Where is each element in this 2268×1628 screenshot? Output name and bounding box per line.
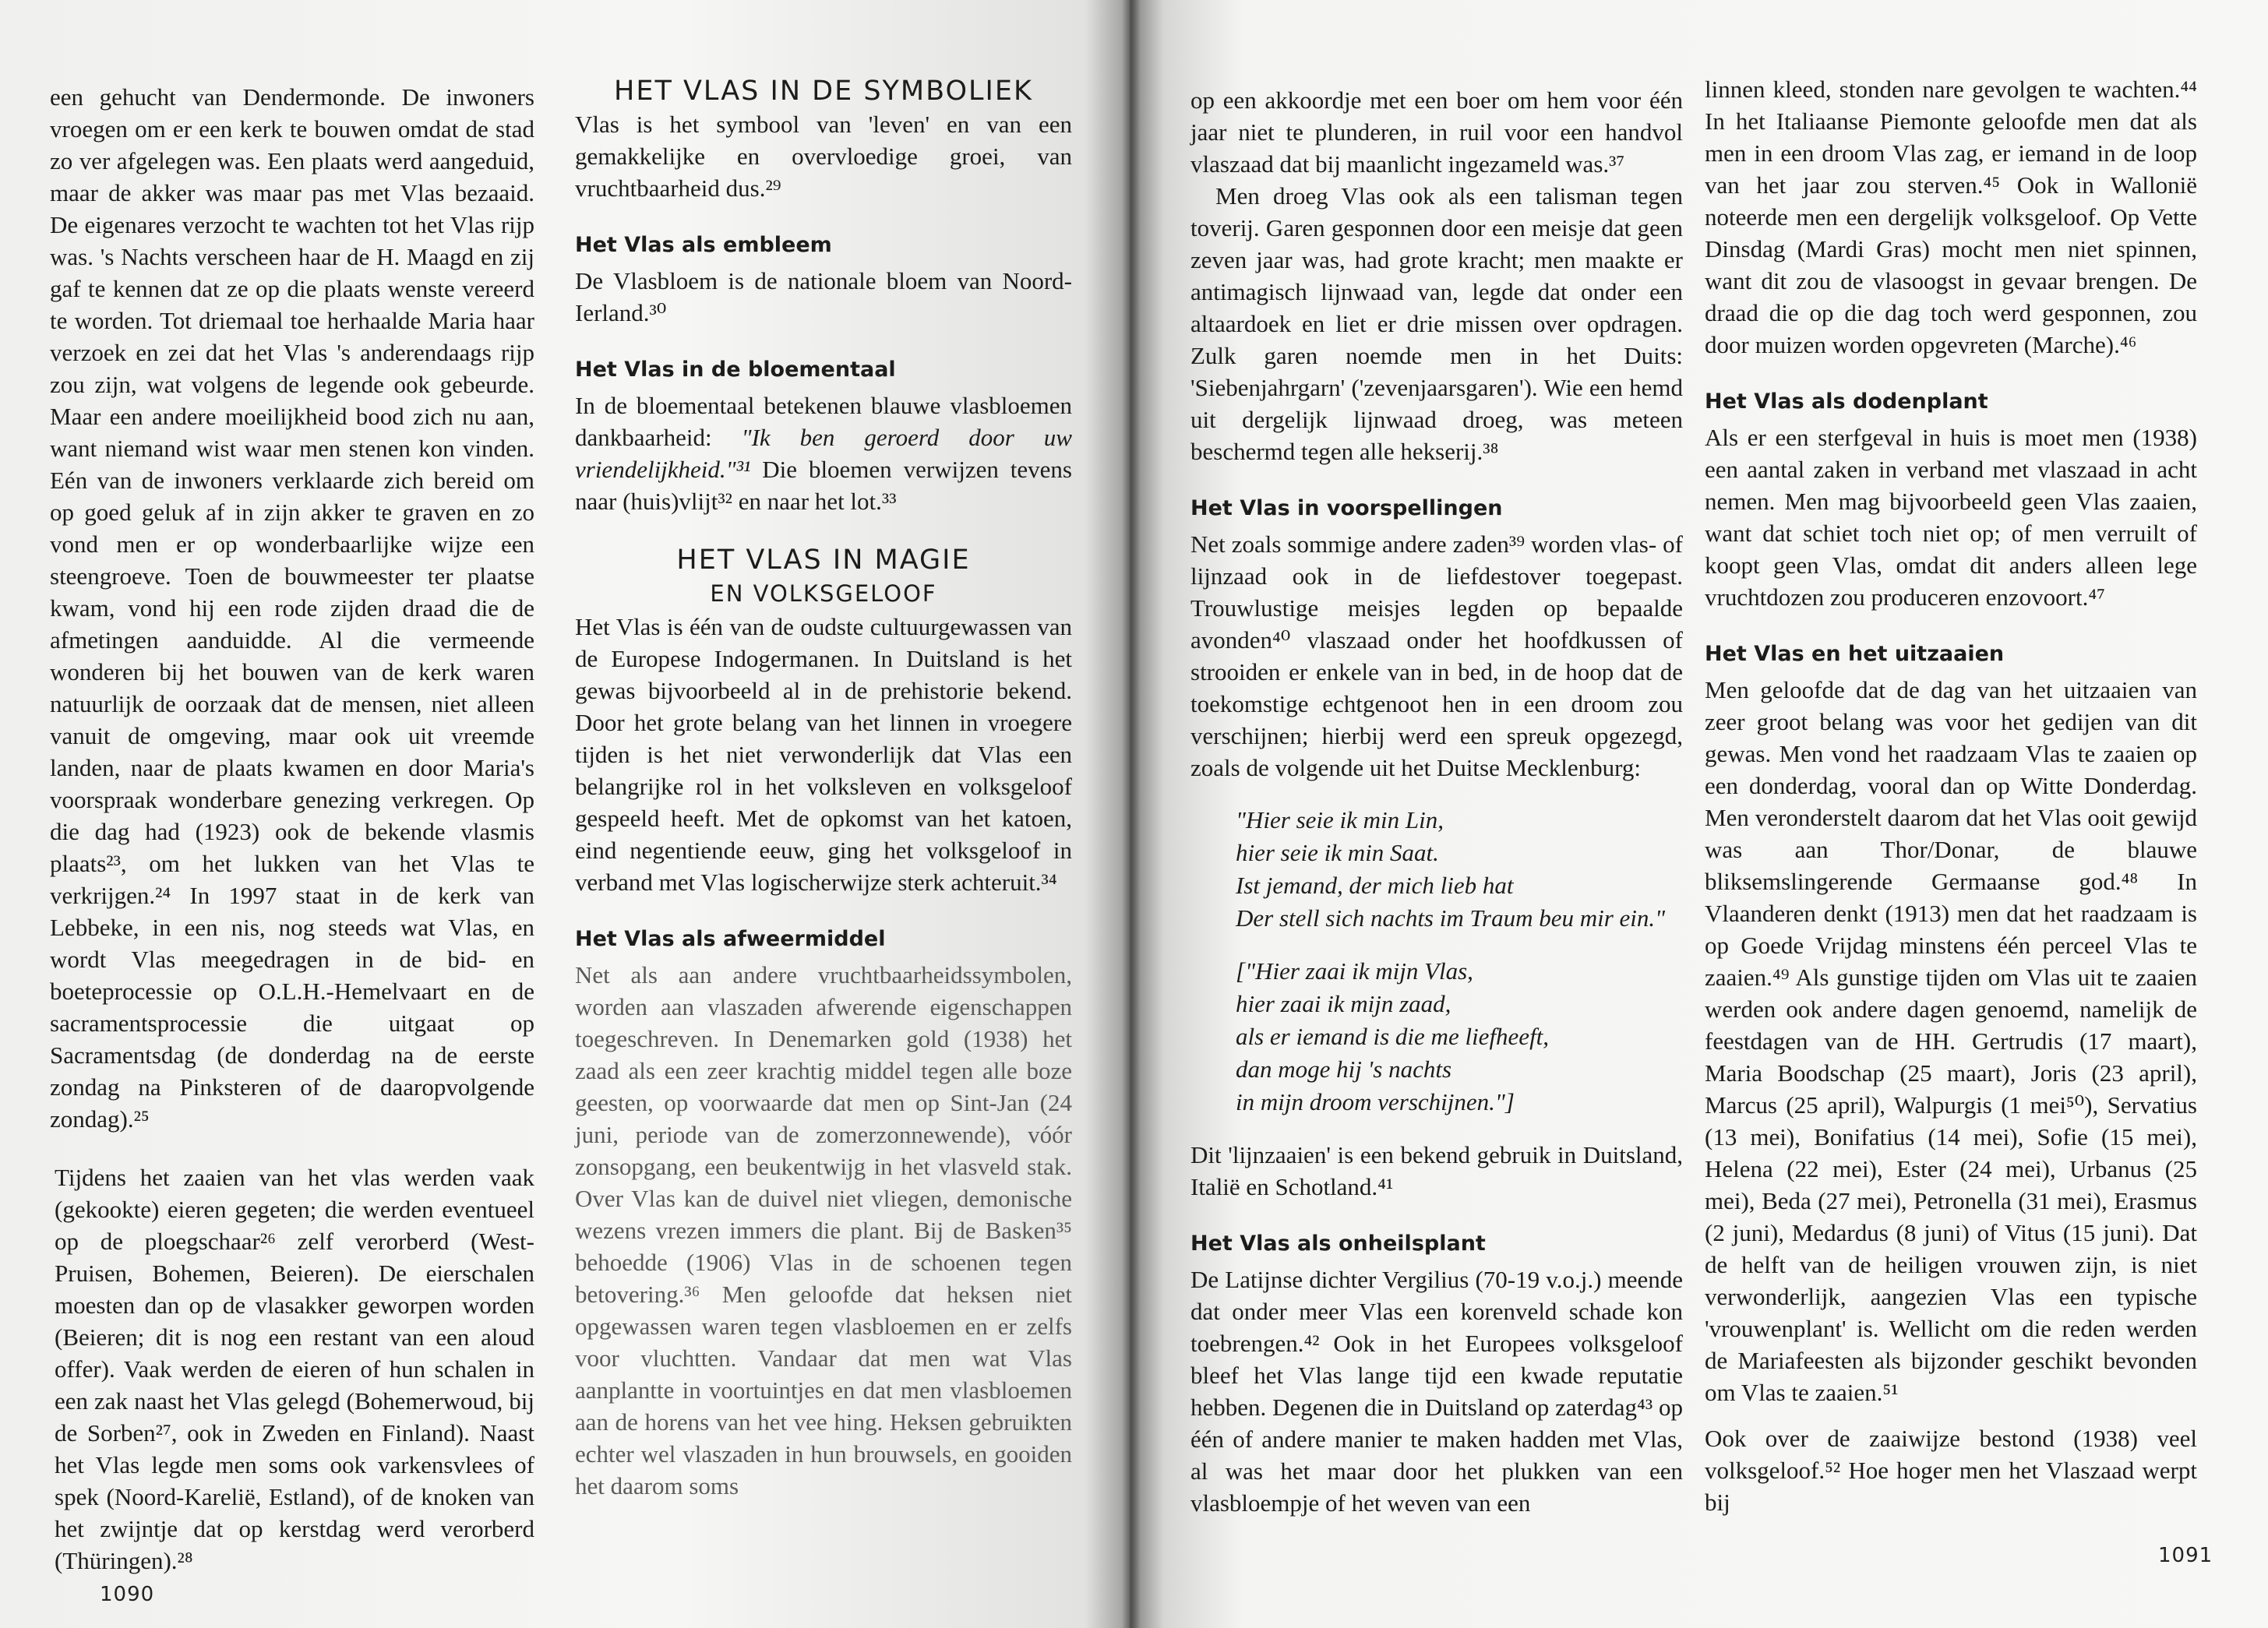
paragraph-zaaiwijze: Ook over de zaaiwijze bestond (1938) veel volksgeloof.⁵² Hoe hoger men het Vlaszaad werpt bij <box>1705 1425 2197 1516</box>
right-column-2 <box>1705 73 2197 1518</box>
bloementaal-text-b: Die bloemen verwijzen tevens naar (huis)vlijt³² en naar het lot.³³ <box>575 456 1072 515</box>
quote-dutch-line: in mijn droom verschijnen."] <box>1236 1088 1515 1115</box>
quote-german-line: Ist jemand, der mich lieb hat <box>1236 872 1514 899</box>
paragraph-embleem: De Vlasbloem is de nationale bloem van Noord-Ierland.³⁰ <box>575 267 1072 326</box>
paragraph-akkoordje: op een akkoordje met een boer om hem voor één jaar niet te plunderen, in ruil voor een handvol vlaszaad dat bij maanlicht ingezameld was.³⁷ <box>1190 86 1683 178</box>
section-heading-voorspellingen: Het Vlas in voorspellingen <box>1190 496 1503 520</box>
book-gutter <box>1122 0 1141 1628</box>
chapter-heading-magie-line2: EN VOLKSGELOOF <box>710 580 937 607</box>
quote-dutch-line: dan moge hij 's nachts <box>1236 1055 1452 1083</box>
paragraph-magie: Het Vlas is één van de oudste cultuurgewassen van de Europese Indogermanen. In Duitsland is het gewas bijvoorbeeld al in de prehistorie bekend. Door het grote belang van het linnen in vroegere tijden is het niet verwonderlijk dat Vlas een belangrijke rol in het volksleven en volksgeloof gespeeld heeft. Met de opkomst van het katoen, eind negentiende eeuw, ging het volksgeloof in verband met Vlas logischerwijze sterk achteruit.³⁴ <box>575 613 1072 896</box>
left-column-1 <box>50 81 534 1577</box>
page-number-left: 1090 <box>100 1583 155 1606</box>
paragraph-talisman: Men droeg Vlas ook als een talisman tegen toverij. Garen gesponnen door een meisje dat geen zeven jaar was, had grote kracht; men maakte er antimagisch lijnwaad van, legde dat onder een altaardoek en liet er drie missen over opdragen. Zulk garen noemde men in het Duits: 'Siebenjahrgarn' ('zevenjaarsgaren'). Wie een hemd uit dergelijk lijnwaad droeg, was meteen beschermd tegen alle hekserij.³⁸ <box>1190 182 1683 465</box>
quote-dutch-line: hier zaai ik mijn zaad, <box>1236 990 1451 1017</box>
quote-german-line: "Hier seie ik min Lin, <box>1236 806 1444 833</box>
quote-dutch-line: als er iemand is die me liefheeft, <box>1236 1023 1550 1050</box>
paragraph-linnen-kleed: linnen kleed, stonden nare gevolgen te wachten.⁴⁴ In het Italiaanse Piemonte geloofde men dat als men in een droom Vlas zag, er iemand in de loop van het jaar zou sterven.⁴⁵ Ook in Wallonië noteerde men een dergelijk volksgeloof. Op Vette Dinsdag (Mardi Gras) mocht men niet spinnen, want dit zou de vlasoogst in gevaar brengen. De draad die op die dag toch werd gesponnen, zou door muizen worden opgevreten (Marche).⁴⁶ <box>1705 76 2197 358</box>
paragraph-voorspellingen: Net zoals sommige andere zaden³⁹ worden vlas- of lijnzaad ook in de liefdestover toegepast. Trouwlustige meisjes legden op bepaalde avonden⁴⁰ vlaszaad onder het hoofdkussen of strooiden er enkele van in bed, in de hoop dat de toekomstige echtgenoot hen in een droom zou verschijnen; hierbij werd een spreuk opgezegd, zoals de volgende uit het Duitse Mecklenburg: <box>1190 530 1683 781</box>
left-column-2 <box>575 75 1072 1502</box>
chapter-heading-magie <box>575 544 1072 611</box>
paragraph-bloementaal <box>575 389 1072 517</box>
chapter-heading-symboliek: HET VLAS IN DE SYMBOLIEK <box>614 76 1033 107</box>
quote-german-line: hier seie ik min Saat. <box>1236 839 1439 866</box>
paragraph-lebbeke-legend: een gehucht van Dendermonde. De inwoners vroegen om er een kerk te bouwen omdat de stad zo ver afgelegen was. Een plaats werd aangeduid, maar de akker was maar pas met Vlas bezaaid. De eigenares verzocht te wachten tot het Vlas rijp was. 's Nachts verscheen haar de H. Maagd en zij gaf te kennen dat ze op die plaats wenste vereerd te worden. Tot driemaal toe herhaalde Maria haar verzoek en zei dat het Vlas 's anderendaags rijp zou zijn, wat volgens de legende ook gebeurde. Maar een andere moeilijkheid bood zich nu aan, want niemand wist waar men stenen kon vinden. Eén van de inwoners verklaarde zich bereid om op goed geluk af in zijn akker te graven en zo vond men er op wonderbaarlijke wijze een steengroeve. Toen de bouwmeester ter plaatse kwam, vond hij een rode zijden draad die de afmetingen aanduidde. Al die vermeende wonderen bij het bouwen van de kerk waren natuurlijk de oorzaak dat de mensen, niet alleen vanuit de omgeving, maar ook uit vreemde landen, naar de plaats kwamen en door Maria's voorspraak wonderbare genezing verkregen. Op die dag had (1923) ook de bekende vlasmis plaats²³, om het lukken van het Vlas te verkrijgen.²⁴ In 1997 staat in de kerk van Lebbeke, in een nis, nog steeds wat Vlas, en wordt Vlas meegedragen in de bid- en boeteprocessie op O.L.H.-Hemelvaart en de sacramentsprocessie die uitgaat op Sacramentsdag (de donderdag na de eerste zondag na Pinksteren of de daaropvolgende zondag).²⁵ <box>50 83 534 1133</box>
chapter-heading-magie-line1: HET VLAS IN MAGIE <box>676 544 971 576</box>
bloementaal-text-a: In de bloementaal betekenen blauwe vlasbloemen dankbaarheid: <box>575 392 1072 451</box>
paragraph-afweermiddel: Net als aan andere vruchtbaarheidssymbolen, worden aan vlaszaden afwerende eigenschappen toegeschreven. In Denemarken gold (1938) het zaad als een zeer krachtig middel tegen alle boze geesten, op voorwaarde dat men op Sint-Jan (24 juni, periode van de zomerzonnewende), vóór zonsopgang, een beukentwijg in het vlasveld stak. Over Vlas kan de duivel niet vliegen, demonische wezens vrezen immers die plant. Bij de Basken³⁵ behoedde (1906) Vlas in de schoenen tegen betovering.³⁶ Men geloofde dat heksen niet opgewassen waren tegen vlasbloemen en er zelfs voor vluchtten. Vandaar dat men wat Vlas aanplantte in voortuintjes en dat men vlasbloemen aan de horens van het vee hing. Heksen gebruikten echter wel vlaszaden in hun brouwsels, en gooiden het daarom soms <box>575 961 1072 1499</box>
paragraph-onheilsplant: De Latijnse dichter Vergilius (70-19 v.o.j.) meende dat onder meer Vlas een korenveld schade kon toebrengen.⁴² Ook in het Europees volksgeloof bleef het Vlas lange tijd een kwade reputatie hebben. Degenen die in Duitsland op zaterdag⁴³ op één of andere manier te maken hadden met Vlas, al was het maar door het plukken van een vlasbloempje of het weven van een <box>1190 1266 1683 1517</box>
paragraph-uitzaaien: Men geloofde dat de dag van het uitzaaien van zeer groot belang was voor het gedijen van dit gewas. Men vond het raadzaam Vlas te zaaien op een donderdag, vooral dan op Witte Donderdag. Men veronderstelt daarom dat het Vlas ooit gewijd was aan Thor/Donar, de blauwe bliksemslingerende Germaanse god.⁴⁸ In Vlaanderen denkt (1913) men dat het raadzaam is op Goede Vrijdag minstens één perceel Vlas te zaaien.⁴⁹ Als gunstige tijden om Vlas uit te zaaien werden ook andere dagen genoemd, namelijk de feestdagen van de HH. Gertrudis (17 maart), Maria Boodschap (25 maart), Joris (23 april), Marcus (25 april), Walpurgis (1 mei⁵⁰), Servatius (13 mei), Bonifatius (14 mei), Sofie (15 mei), Helena (22 mei), Ester (24 mei), Urbanus (25 mei), Beda (27 mei), Petronella (31 mei), Erasmus (2 juni), Medardus (8 juni) of Vitus (15 juni). Dat de helft van de heiligen vrouwen zijn, is niet verwonderlijk, aangezien Vlas een typische 'vrouwenplant' is. Wellicht om die reden werden de Mariafeesten als bijzonder geschikt bevonden om Vlas te zaaien.⁵¹ <box>1705 676 2197 1406</box>
right-page <box>1130 0 2268 1628</box>
section-heading-uitzaaien: Het Vlas en het uitzaaien <box>1705 642 2005 666</box>
paragraph-symboliek: Vlas is het symbool van 'leven' en van een gemakkelijke en overvloedige groei, van vruchtbaarheid dus.²⁹ <box>575 111 1072 202</box>
section-heading-onheilsplant: Het Vlas als onheilsplant <box>1190 1232 1486 1256</box>
section-heading-embleem: Het Vlas als embleem <box>575 233 832 257</box>
right-column-1 <box>1190 84 1683 1519</box>
bloementaal-quote: "Ik ben geroerd door uw vriendelijkheid."³¹ <box>575 424 1072 483</box>
page-number-right: 1091 <box>2158 1544 2213 1567</box>
quote-german-line: Der stell sich nachts im Traum beu mir ein." <box>1236 904 1666 932</box>
quote-dutch-line: ["Hier zaai ik mijn Vlas, <box>1236 957 1473 985</box>
section-heading-dodenplant: Het Vlas als dodenplant <box>1705 389 1988 414</box>
paragraph-dodenplant: Als er een sterfgeval in huis is moet men (1938) een aantal zaken in verband met vlaszaad in acht nemen. Men mag bijvoorbeeld geen Vlas zaaien, want dat schiet toch niet op; of men verruilt of koopt geen Vlas, omdat dit anders alleen lege vruchtdozen zou produceren enzovoort.⁴⁷ <box>1705 424 2197 611</box>
paragraph-sowing-eggs: Tijdens het zaaien van het vlas werden vaak (gekookte) eieren gegeten; die werden eventueel op de ploegschaar²⁶ zelf verorberd (West-Pruisen, Bohemen, Beieren). De eierschalen moesten dan op de vlasakker geworpen worden (Beieren; dit is nog een restant van een aloud offer). Vaak werden de eieren of hun schalen in een zak naast het Vlas gelegd (Bohemerwoud, bij de Sorben²⁷, ook in Zweden en Finland). Naast het Vlas legde men soms ook varkensvlees of spek (Noord-Karelië, Estland), of de knoken van het zwijntje dat op kerstdag werd verorberd (Thüringen).²⁸ <box>55 1164 534 1574</box>
quote-dutch <box>1190 955 1683 1119</box>
paragraph-lijnzaaien: Dit 'lijnzaaien' is een bekend gebruik in Duitsland, Italië en Schotland.⁴¹ <box>1190 1141 1683 1200</box>
quote-german <box>1190 804 1683 935</box>
section-heading-bloementaal: Het Vlas in de bloementaal <box>575 358 896 382</box>
left-page <box>0 0 1130 1628</box>
section-heading-afweermiddel: Het Vlas als afweermiddel <box>575 927 886 951</box>
